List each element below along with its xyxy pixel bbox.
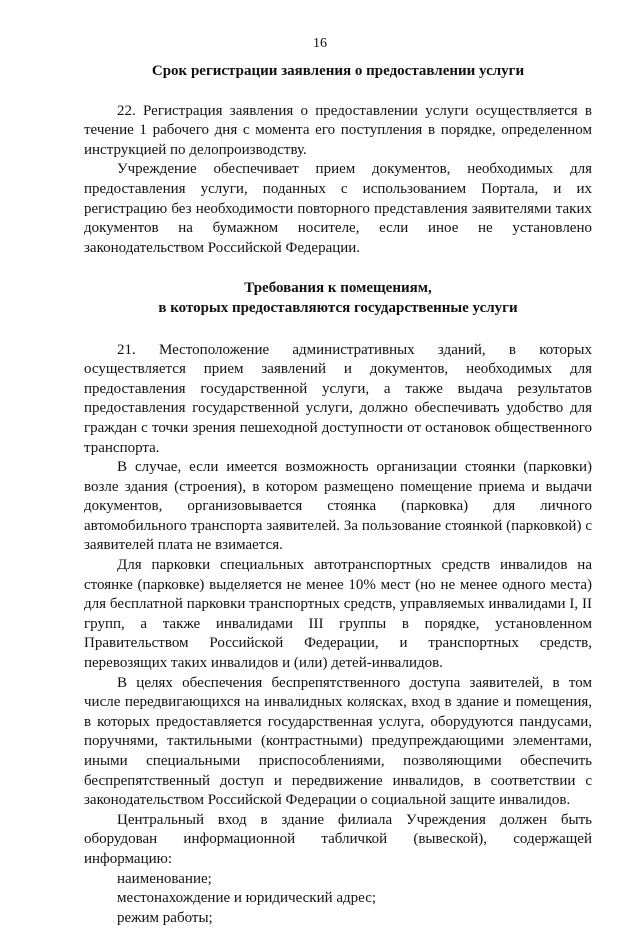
section-heading-premises-requirements [84,279,592,318]
page-number: 16 [313,36,327,51]
list-item-address: местонахождение и юридический адрес; [117,890,377,907]
paragraph-portal-documents: Учреждение обеспечивает прием документов, необходимых для предоставления услуги, поданных с использованием Портала, и их регистрацию без необходимости повторного представления заявителями таких документов на бумажном носителе, если иное не установлено законодательством Российской Федерации. [84,161,592,256]
paragraph-entrance-sign: Центральный вход в здание филиала Учреждения должен быть оборудован информационной табличкой (вывеской), содержащей информацию: [84,811,592,867]
paragraph-22-registration: 22. Регистрация заявления о предоставлении услуги осуществляется в течение 1 рабочего дня с момента его поступления в порядке, определенном инструкцией по делопроизводству. [84,102,592,158]
paragraph-disabled-parking: Для парковки специальных автотранспортных средств инвалидов на стоянке (парковке) выделяется не менее 10% мест (но не менее одного места) для бесплатной парковки транспортных средств, управляемых инвалидами I, II групп, а также инвалидами III группы в порядке, установленном Правительством Российской Федерации, и транспортных средств, перевозящих таких инвалидов и (или) детей-инвалидов. [84,557,592,672]
heading-line-1: Требования к помещениям, [244,280,432,297]
page-content [84,62,592,928]
paragraph-parking: В случае, если имеется возможность организации стоянки (парковки) возле здания (строения), в котором размещено помещение приема и выдачи документов, организовывается стоянка (парковка) для личного автомобильного транспорта заявителей. За пользование стоянкой (парковкой) с заявителей плата не взимается. [84,459,592,554]
list-item-working-hours: режим работы; [117,909,213,926]
paragraph-21-location: 21. Местоположение административных зданий, в которых осуществляется прием заявлений и документов, необходимых для предоставления государственной услуги, а также выдача результатов предоставления государственной услуги, должно обеспечивать удобство для граждан с точки зрения пешеходной доступности от остановок общественного транспорта. [84,341,592,456]
paragraph-accessibility: В целях обеспечения беспрепятственного доступа заявителей, в том числе передвигающихся на инвалидных колясках, вход в здание и помещения, в которых предоставляется государственная услуга, оборудуются пандусами, поручнями, тактильными (контрастными) предупреждающими элементами, иными специальными приспособлениями, позволяющими обеспечить беспрепятственный доступ и передвижение инвалидов, в соответствии с законодательством Российской Федерации о социальной защите инвалидов. [84,674,592,809]
section-heading-registration-term: Срок регистрации заявления о предоставлении услуги [151,63,525,79]
heading-line-2: в которых предоставляются государственные услуги [158,299,518,316]
list-item-name: наименование; [117,870,212,887]
